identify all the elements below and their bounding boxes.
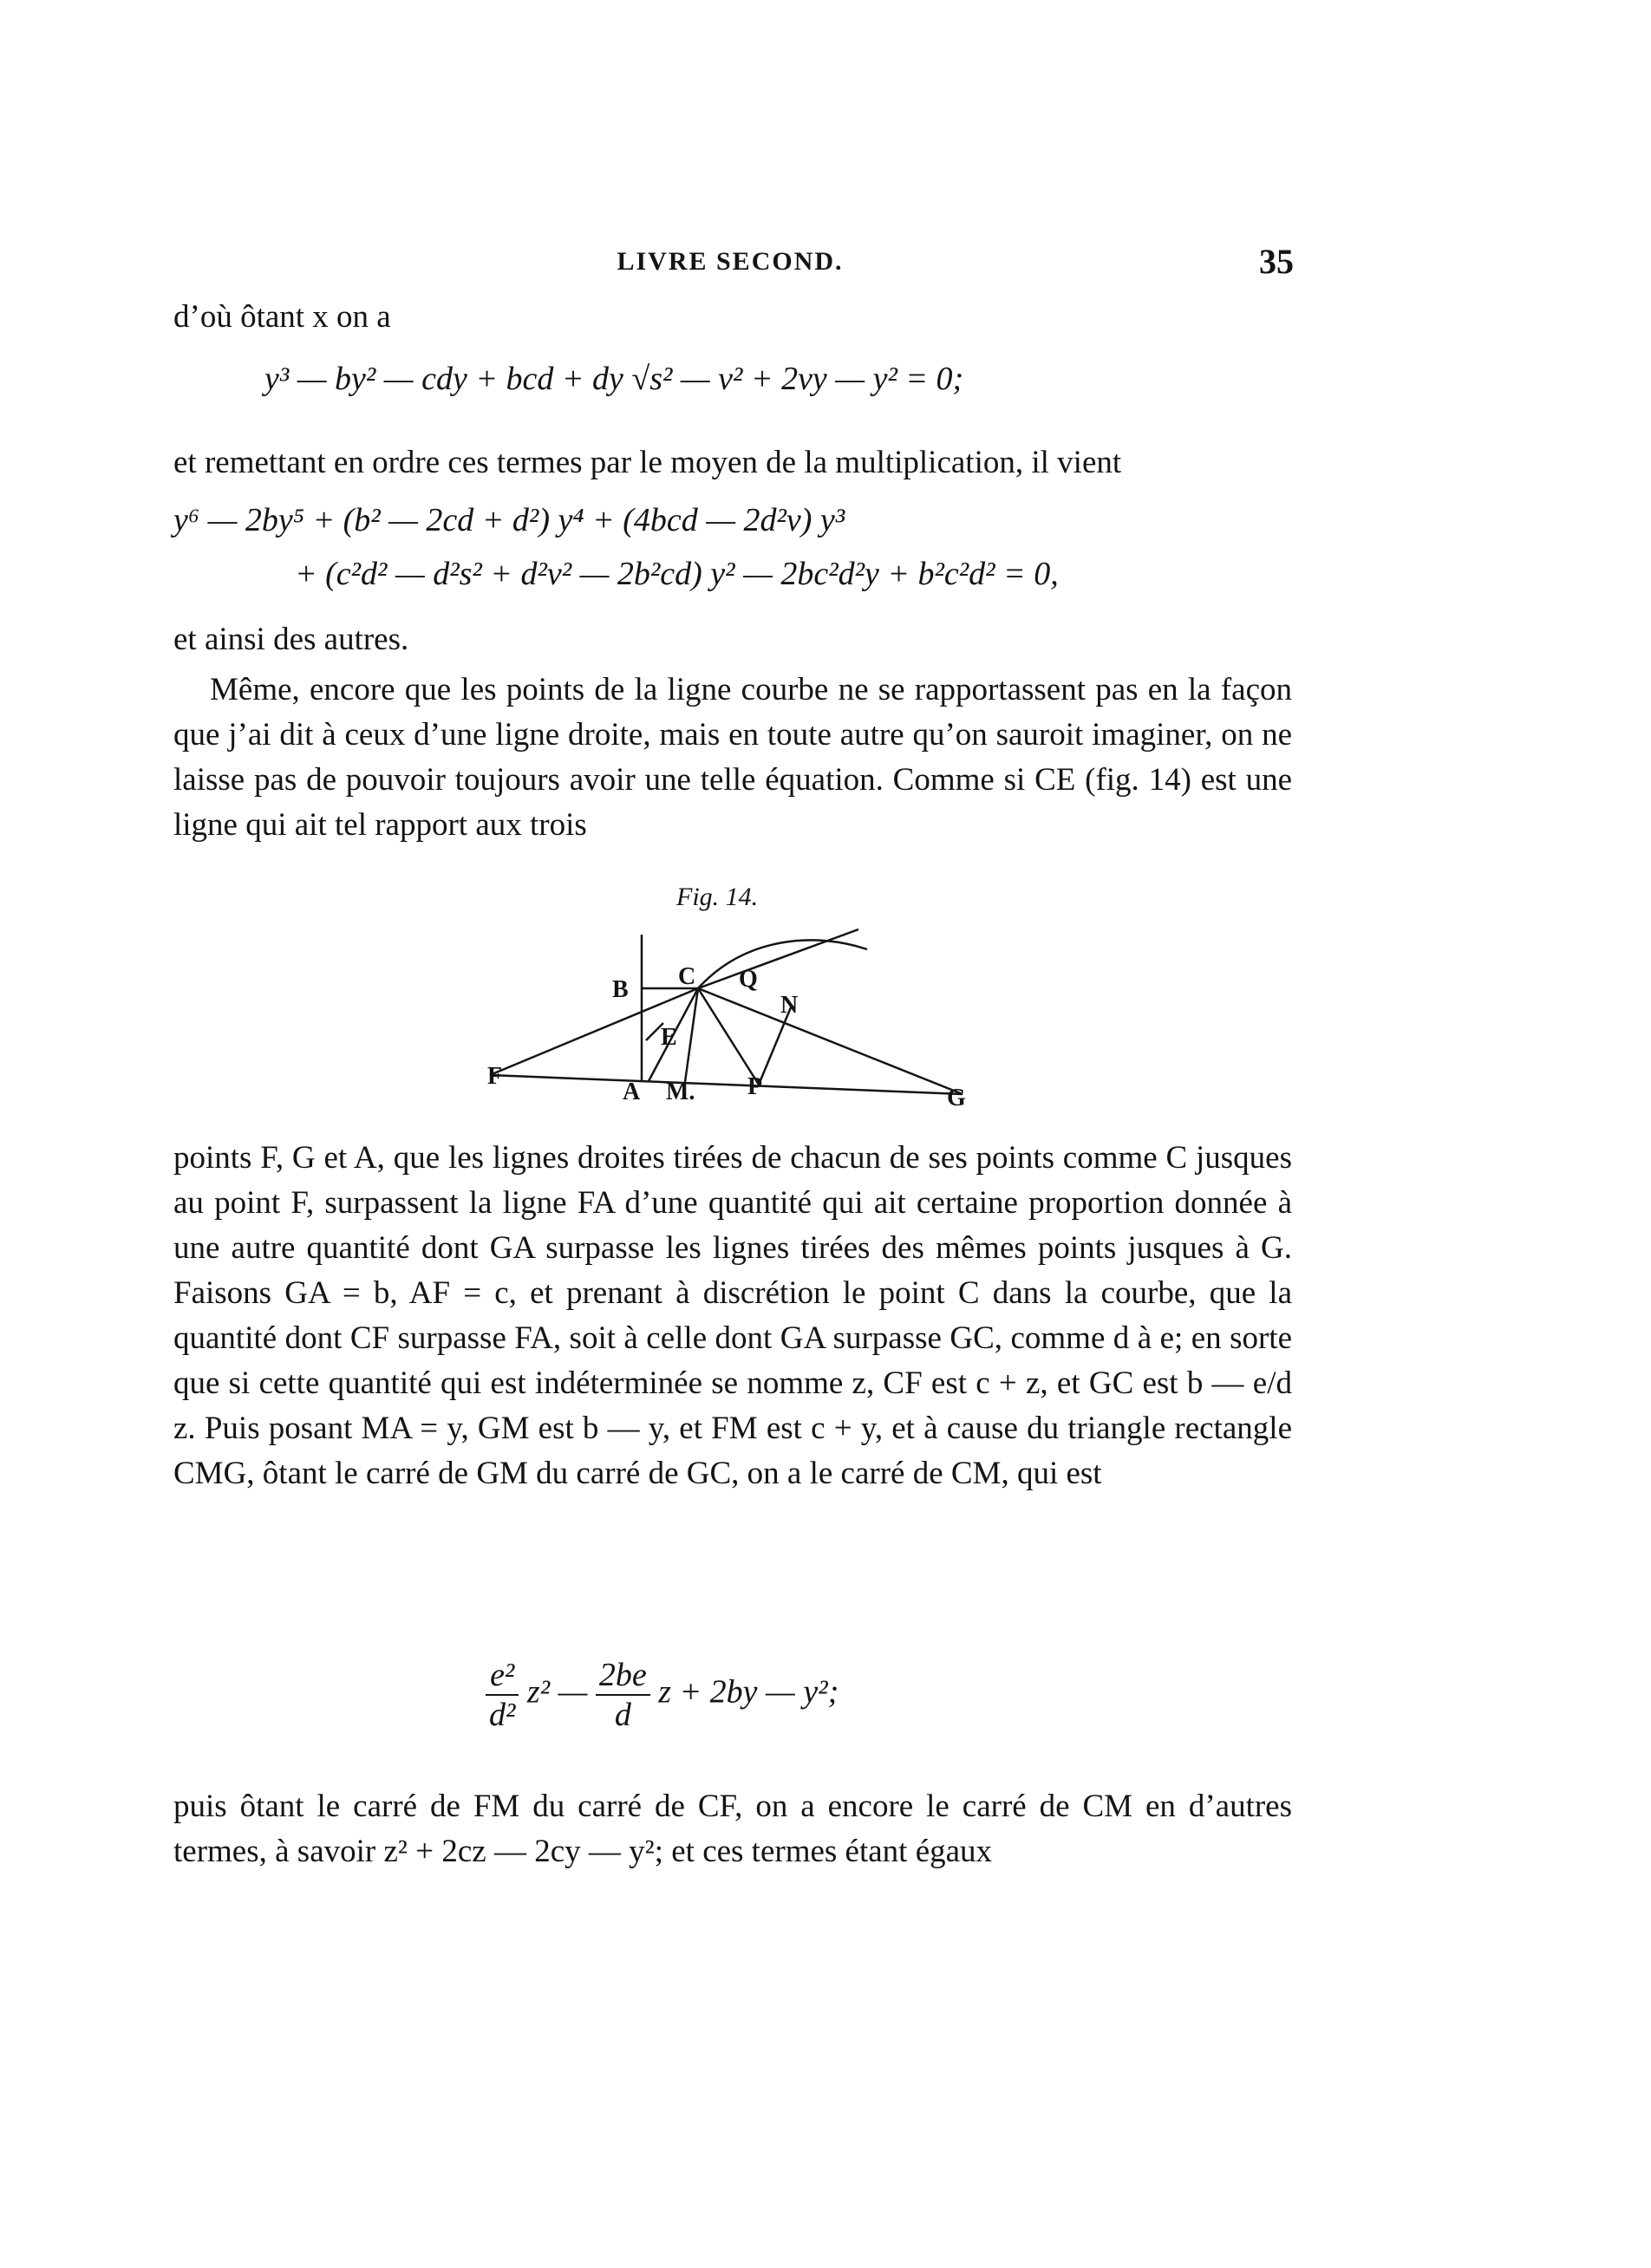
fraction-e2-d2: $\frac{\text{e²}}{\text{d²}}$ (486, 1656, 519, 1734)
tangent-line (698, 929, 858, 988)
label-B: B (612, 976, 629, 1003)
figure-caption: Fig. 14. (676, 883, 759, 911)
label-N: N (780, 992, 799, 1019)
label-M: M. (666, 1079, 695, 1105)
paragraph-3: et ainsi des autres. (173, 622, 409, 657)
label-Q: Q (739, 966, 758, 993)
label-A: A (623, 1079, 641, 1105)
label-E: E (661, 1024, 677, 1051)
paragraph-5: points F, G et A, que les lignes droites tirées de chacun de ses points comme C jusques au point F, surpassent la ligne FA d’une quantité qui ait certaine proportion donnée à une autre quantité dont GA surpasse les lignes tirées des mêmes points jusques à G. Faisons GA = b, AF = c, et prenant à discrétion le point C dans la courbe, que la quantité dont CF surpasse FA, soit à celle dont GA surpasse GC, comme d à e; en sorte que si cette quantité qui est indéterminée se nomme z, CF est c + z, et GC est b — e/d z. Puis posant MA = y, GM est b — y, et FM est c + y, et à cause du triangle rectangle CMG, ôtant le carré de GM du carré de GC, on a le carré de CM, qui est (173, 1140, 1292, 1491)
equation-1: y³ — by² — cdy + bcd + dy √s² — v² + 2vy — y² = 0; (264, 361, 964, 397)
fraction-2be-d: $\frac{2be}{d}$ (596, 1656, 650, 1734)
page-number: 35 (1259, 242, 1294, 281)
running-title: LIVRE SECOND. (617, 247, 844, 276)
paragraph-1: d’où ôtant x on a (173, 299, 391, 335)
equation-2-line-2: + (c²d² — d²s² + d²v² — 2b²cd) y² — 2bc²d²y + b²c²d² = 0, (295, 556, 1059, 592)
paragraph-6: puis ôtant le carré de FM du carré de CF, on a encore le carré de CM en d’autres termes, à savoir z² + 2cz — 2cy — y²; et ces termes étant égaux (173, 1789, 1292, 1869)
equation-3: $\frac{\text{e²}}{\text{d²}}$ z² — $\frac{2be}{d}$ z + 2by — y²; (486, 1656, 839, 1734)
paragraph-4: Même, encore que les points de la ligne courbe ne se rapportassent pas en la façon que j’ai dit à ceux d’une ligne droite, mais en toute autre qu’on sauroit imaginer, on ne laisse pas de pouvoir toujours avoir une telle équation. Comme si CE (fig. 14) est une ligne qui ait tel rapport aux trois (173, 672, 1292, 843)
label-C: C (678, 963, 696, 990)
equation-2-line-1: y⁶ — 2by⁵ + (b² — 2cd + d²) y⁴ + (4bcd — 2d²v) y³ (173, 502, 845, 538)
label-P: P (747, 1073, 763, 1100)
curve-CE (698, 940, 867, 988)
line-CP (698, 988, 759, 1085)
label-F: F (487, 1063, 503, 1090)
baseline-FG (490, 1075, 963, 1094)
paragraph-2: et remettant en ordre ces termes par le moyen de la multiplication, il vient (173, 445, 1122, 480)
line-CG (698, 988, 963, 1094)
label-G: G (947, 1085, 966, 1111)
